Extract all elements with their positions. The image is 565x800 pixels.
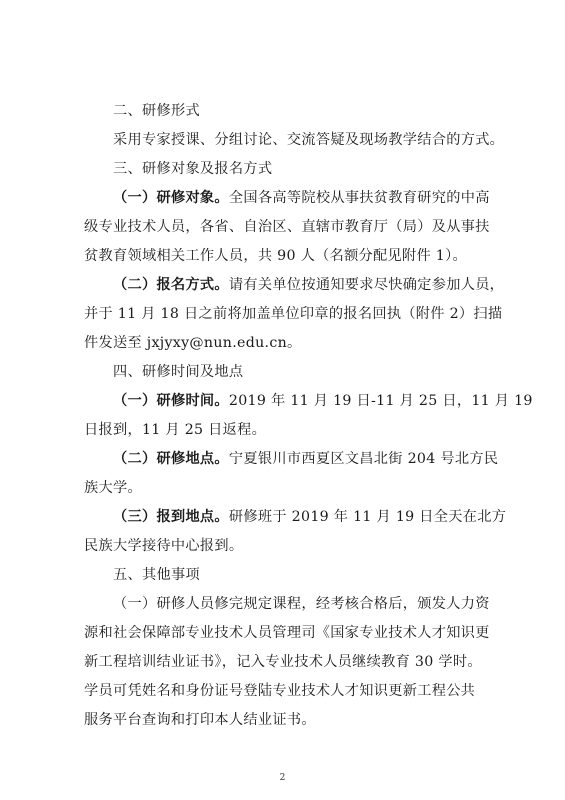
paragraph-line: 源和社会保障部专业技术人员管理司《国家专业技术人才知识更: [84, 625, 490, 641]
paragraph-line: [113, 449, 533, 469]
section-heading-time-location: 四、研修时间及地点: [113, 364, 244, 380]
paragraph-line: 贫教育领域相关工作人员，共 90 人（名额分配见附件 1）。: [84, 248, 468, 264]
paragraph-line: （一）研修人员修完规定课程，经考核合格后，颁发人力资: [113, 596, 490, 612]
paragraph-label: （一）研修对象。: [113, 190, 229, 206]
paragraph-line: [113, 188, 533, 208]
paragraph-line: 服务平台查询和打印本人结业证书。: [84, 712, 316, 728]
paragraph-label: （一）研修时间。: [113, 393, 229, 409]
paragraph-line: 民族大学接待中心报到。: [84, 538, 244, 554]
paragraph-line: 族大学。: [84, 480, 142, 496]
paragraph-line: 新工程培训结业证书》，记入专业技术人员继续教育 30 学时。: [84, 654, 482, 670]
paragraph-label: （三）报到地点。: [113, 509, 229, 525]
paragraph-text: 请有关单位按通知要求尽快确定参加人员，: [228, 277, 505, 293]
paragraph-text: 宁夏银川市西夏区文昌北街 204 号北方民: [228, 451, 499, 467]
section-heading-participants: 三、研修对象及报名方式: [113, 161, 273, 177]
paragraph-line: [113, 507, 533, 527]
paragraph-line: 学员可凭姓名和身份证号登陆专业技术人才知识更新工程公共: [84, 683, 476, 699]
paragraph-line: [113, 391, 533, 411]
paragraph-line: [113, 275, 533, 295]
paragraph-text: 采用专家授课、分组讨论、交流答疑及现场教学结合的方式。: [113, 132, 505, 148]
paragraph-line: 日报到，11 月 25 日返程。: [84, 422, 267, 438]
paragraph-label: （二）报名方式。: [113, 277, 229, 293]
section-heading-other-matters: 五、其他事项: [113, 567, 200, 583]
paragraph-text: 全国各高等院校从事扶贫教育研究的中高: [228, 190, 490, 206]
section-heading-research-format: 二、研修形式: [113, 103, 200, 119]
paragraph-line: 级专业技术人员，各省、自治区、直辖市教育厅（局）及从事扶: [84, 219, 490, 235]
paragraph-line: 并于 11 月 18 日之前将加盖单位印章的报名回执（附件 2）扫描: [84, 306, 503, 322]
paragraph-line: 件发送至 jxjyxy@nun.edu.cn。: [84, 335, 302, 351]
page-number: 2: [279, 773, 286, 783]
paragraph-label: （二）研修地点。: [113, 451, 229, 467]
paragraph-text: 2019 年 11 月 19 日-11 月 25 日，11 月 19: [228, 393, 533, 409]
paragraph-text: 研修班于 2019 年 11 月 19 日全天在北方: [228, 509, 507, 525]
